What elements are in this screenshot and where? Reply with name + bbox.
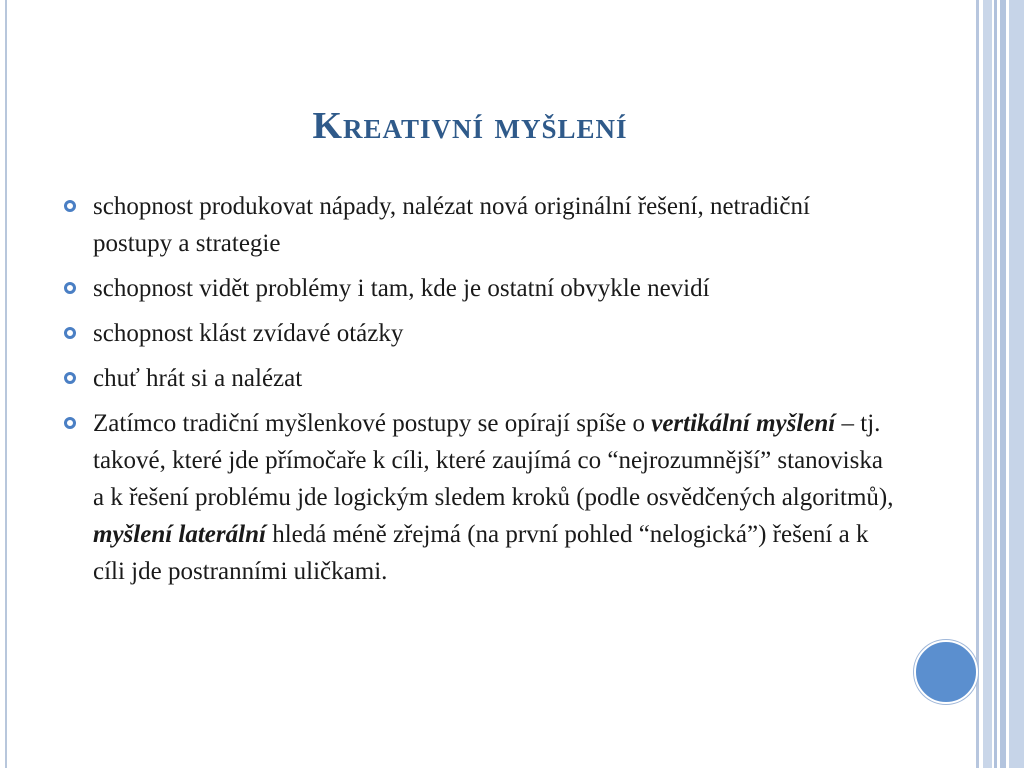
right-decorative-bars <box>976 0 1024 768</box>
ring-bullet-icon <box>64 372 76 384</box>
decor-bar <box>976 0 979 768</box>
bullet-item <box>64 360 894 397</box>
decor-bar <box>983 0 992 768</box>
bullet-item <box>64 315 894 352</box>
circle-decoration <box>914 640 978 704</box>
bullet-text-part: – tj. takové, které jde přímočaře k cíli, které zaujímá co “nejrozumnější” stanoviska a k řešení problému jde logickým sledem kroků (podle osvědčených algoritmů), <box>93 410 894 511</box>
ring-bullet-icon <box>64 200 76 212</box>
bullet-list <box>64 188 894 598</box>
bullet-text: schopnost klást zvídavé otázky <box>93 320 404 347</box>
slide-title: Kreativní myšlení <box>312 105 628 147</box>
ring-bullet-icon <box>64 417 76 429</box>
bullet-text-part: hledá méně zřejmá (na první pohled “nelogická”) řešení a k cíli jde postranními uličkami. <box>93 521 869 585</box>
emphasis-vertical-thinking: vertikální myšlení <box>651 410 836 437</box>
emphasis-lateral-thinking: myšlení laterální <box>93 521 266 548</box>
bullet-item <box>64 270 894 307</box>
bullet-item <box>64 188 894 262</box>
ring-bullet-icon <box>64 327 76 339</box>
bullet-item <box>64 405 894 590</box>
decor-bar <box>994 0 997 768</box>
bullet-text-part: Zatímco tradiční myšlenkové postupy se opírají spíše o <box>93 410 652 437</box>
bullet-text: schopnost produkovat nápady, nalézat nová originální řešení, netradiční postupy a strategie <box>93 193 810 257</box>
ring-bullet-icon <box>64 282 76 294</box>
bullet-text: schopnost vidět problémy i tam, kde je ostatní obvykle nevidí <box>93 275 710 302</box>
decor-bar <box>1000 0 1006 768</box>
bullet-text: chuť hrát si a nalézat <box>93 365 303 392</box>
decor-bar <box>1009 0 1024 768</box>
